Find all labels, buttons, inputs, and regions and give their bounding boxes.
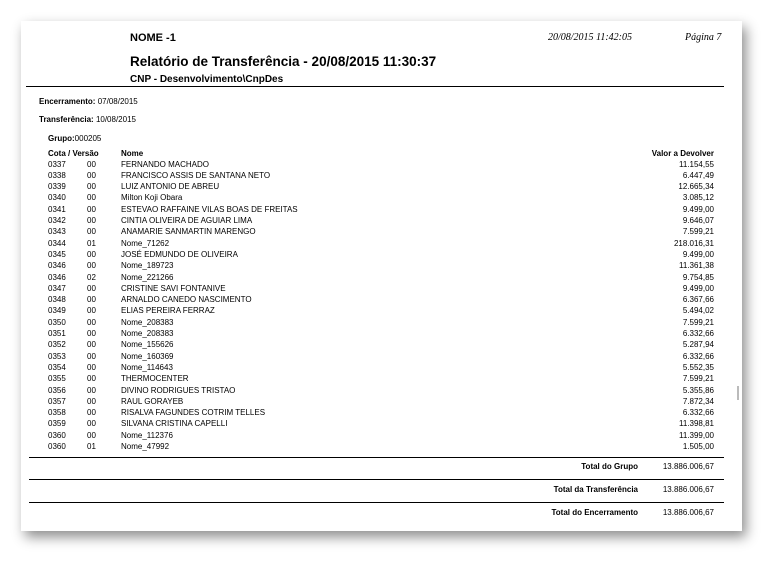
row-versao: 00	[87, 430, 96, 440]
row-valor: 218.016,31	[673, 238, 714, 248]
row-cota: 0347	[48, 283, 66, 293]
row-nome: RISALVA FAGUNDES COTRIM TELLES	[121, 408, 266, 418]
row-nome: THERMOCENTER	[121, 374, 189, 384]
transferencia-label: Transferência:	[39, 115, 94, 124]
row-nome: FERNANDO MACHADO	[121, 159, 210, 169]
row-valor: 9.499,00	[682, 283, 714, 293]
table-row	[21, 181, 742, 192]
row-cota: 0343	[48, 227, 66, 237]
page-number: Página 7	[685, 32, 722, 43]
print-datetime: 20/08/2015 11:42:05	[548, 32, 632, 43]
row-cota: 0339	[48, 182, 66, 192]
row-cota: 0337	[48, 159, 66, 169]
row-valor: 5.287,94	[682, 340, 714, 350]
row-nome: RAUL GORAYEB	[121, 396, 184, 406]
row-cota: 0355	[48, 374, 66, 384]
column-header-cota-versao: Cota / Versão	[48, 149, 99, 158]
row-nome: DIVINO RODRIGUES TRISTAO	[121, 385, 236, 395]
row-cota: 0344	[48, 238, 66, 248]
row-nome: Nome_208383	[121, 317, 174, 327]
row-valor: 11.154,55	[679, 159, 714, 169]
row-nome: ARNALDO CANEDO NASCIMENTO	[121, 295, 252, 305]
group-total-divider	[29, 457, 724, 458]
row-valor: 9.499,00	[682, 249, 714, 259]
row-versao: 00	[87, 396, 96, 406]
row-cota: 0352	[48, 340, 66, 350]
table-row	[21, 305, 742, 316]
row-versao: 00	[87, 408, 96, 418]
row-cota: 0357	[48, 396, 66, 406]
row-nome: JOSÉ EDMUNDO DE OLIVEIRA	[121, 249, 238, 259]
row-versao: 00	[87, 283, 96, 293]
row-versao: 01	[87, 238, 96, 248]
table-row	[21, 351, 742, 362]
closing-total-divider	[29, 502, 724, 503]
grupo-label: Grupo:	[48, 134, 75, 143]
row-nome: ELIAS PEREIRA FERRAZ	[121, 306, 215, 316]
row-valor: 3.085,12	[682, 193, 714, 203]
row-versao: 00	[87, 170, 96, 180]
table-row	[21, 170, 742, 181]
row-valor: 1.505,00	[682, 442, 714, 451]
row-versao: 00	[87, 193, 96, 203]
table-row	[21, 283, 742, 294]
row-cota: 0359	[48, 419, 66, 429]
row-valor: 6.332,66	[682, 329, 714, 338]
row-nome: Milton Koji Obara	[121, 193, 183, 203]
table-row	[21, 294, 742, 305]
report-owner-name: NOME -1	[130, 32, 176, 44]
encerramento-value: 07/08/2015	[97, 97, 138, 106]
row-nome: SILVANA CRISTINA CAPELLI	[121, 419, 228, 429]
row-cota: 0341	[48, 204, 66, 214]
table-row	[21, 226, 742, 237]
encerramento-field	[39, 97, 138, 106]
table-row	[21, 159, 742, 170]
column-header-valor: Valor a Devolver	[651, 149, 714, 158]
column-header-nome: Nome	[121, 149, 144, 158]
row-valor: 7.599,21	[682, 374, 714, 384]
scrollbar-fragment	[737, 386, 739, 400]
row-valor: 6.367,66	[682, 295, 714, 305]
row-nome: Nome_71262	[121, 238, 170, 248]
total-encerramento-value: 13.886.006,67	[662, 508, 714, 517]
table-row	[21, 362, 742, 373]
row-cota: 0356	[48, 385, 66, 395]
total-transferencia-label: Total da Transferência	[553, 485, 638, 494]
row-cota: 0354	[48, 362, 66, 372]
row-cota: 0345	[48, 249, 66, 259]
row-versao: 00	[87, 340, 96, 350]
row-valor: 11.399,00	[679, 430, 714, 440]
table-row	[21, 272, 742, 283]
row-nome: Nome_47992	[121, 442, 170, 451]
row-versao: 00	[87, 261, 96, 271]
row-versao: 00	[87, 159, 96, 169]
row-cota: 0350	[48, 317, 66, 327]
row-valor: 5.552,35	[682, 362, 714, 372]
row-nome: FRANCISCO ASSIS DE SANTANA NETO	[121, 170, 271, 180]
row-cota: 0340	[48, 193, 66, 203]
row-valor: 5.355,86	[682, 385, 714, 395]
row-valor: 7.599,21	[682, 317, 714, 327]
total-encerramento-label: Total do Encerramento	[551, 508, 638, 517]
grupo-field	[48, 134, 101, 143]
row-nome: Nome_155626	[121, 340, 174, 350]
total-grupo-label: Total do Grupo	[581, 462, 638, 471]
row-valor: 7.599,21	[682, 227, 714, 237]
table-row	[21, 328, 742, 339]
row-versao: 00	[87, 351, 96, 361]
row-nome: ESTEVAO RAFFAINE VILAS BOAS DE FREITAS	[121, 204, 298, 214]
row-valor: 9.646,07	[682, 216, 714, 225]
table-row	[21, 339, 742, 350]
row-nome: Nome_112376	[121, 430, 173, 440]
row-versao: 02	[87, 272, 96, 282]
row-versao: 00	[87, 204, 96, 214]
table-row	[21, 204, 742, 215]
row-cota: 0348	[48, 295, 66, 305]
total-transferencia-value: 13.886.006,67	[662, 485, 714, 494]
row-cota: 0360	[48, 430, 66, 440]
row-valor: 9.754,85	[682, 272, 714, 282]
row-nome: ANAMARIE SANMARTIN MARENGO	[121, 227, 256, 237]
row-valor: 9.499,00	[682, 204, 714, 214]
row-nome: CINTIA OLIVEIRA DE AGUIAR LIMA	[121, 216, 253, 225]
row-cota: 0351	[48, 329, 66, 338]
row-versao: 00	[87, 216, 96, 225]
table-row	[21, 396, 742, 407]
row-valor: 11.398,81	[679, 419, 714, 429]
table-row	[21, 441, 742, 452]
table-row	[21, 317, 742, 328]
row-nome: Nome_114643	[121, 362, 173, 372]
row-valor: 6.332,66	[682, 408, 714, 418]
row-nome: Nome_221266	[121, 272, 174, 282]
row-valor: 12.665,34	[678, 182, 714, 192]
row-nome: Nome_189723	[121, 261, 174, 271]
row-versao: 00	[87, 295, 96, 305]
table-row	[21, 192, 742, 203]
table-row	[21, 215, 742, 226]
header-divider	[26, 86, 724, 87]
row-versao: 00	[87, 385, 96, 395]
row-versao: 01	[87, 442, 96, 451]
row-versao: 00	[87, 317, 96, 327]
transferencia-field	[39, 115, 136, 124]
row-nome: Nome_208383	[121, 329, 174, 338]
row-versao: 00	[87, 306, 96, 316]
report-page	[21, 21, 742, 531]
row-valor: 5.494,02	[682, 306, 714, 316]
row-cota: 0353	[48, 351, 66, 361]
row-valor: 11.361,38	[679, 261, 714, 271]
table-row	[21, 249, 742, 260]
table-row	[21, 373, 742, 384]
row-cota: 0342	[48, 216, 66, 225]
row-cota: 0349	[48, 306, 66, 316]
row-versao: 00	[87, 374, 96, 384]
row-cota: 0346	[48, 272, 66, 282]
row-versao: 00	[87, 227, 96, 237]
row-versao: 00	[87, 419, 96, 429]
table-row	[21, 430, 742, 441]
table-row	[21, 407, 742, 418]
transfer-total-divider	[29, 479, 724, 480]
table-row	[21, 260, 742, 271]
row-nome: LUIZ ANTONIO DE ABREU	[121, 182, 220, 192]
total-grupo-value: 13.886.006,67	[662, 462, 714, 471]
row-valor: 6.447,49	[682, 170, 714, 180]
row-versao: 00	[87, 329, 96, 338]
row-cota: 0358	[48, 408, 66, 418]
encerramento-label: Encerramento:	[39, 97, 96, 106]
transferencia-value: 10/08/2015	[95, 115, 136, 124]
table-row	[21, 238, 742, 249]
report-subtitle: CNP - Desenvolvimento\CnpDes	[130, 74, 284, 85]
row-nome: Nome_160369	[121, 351, 174, 361]
row-valor: 6.332,66	[682, 351, 714, 361]
grupo-value: 000205	[74, 134, 102, 143]
table-row	[21, 385, 742, 396]
row-cota: 0360	[48, 442, 66, 451]
row-valor: 7.872,34	[682, 396, 714, 406]
row-versao: 00	[87, 249, 96, 259]
table-row	[21, 418, 742, 429]
report-title: Relatório de Transferência - 20/08/2015 11:30:37	[130, 54, 437, 69]
row-nome: CRISTINE SAVI FONTANIVE	[121, 283, 226, 293]
row-versao: 00	[87, 182, 96, 192]
row-versao: 00	[87, 362, 96, 372]
row-cota: 0346	[48, 261, 66, 271]
row-cota: 0338	[48, 170, 66, 180]
